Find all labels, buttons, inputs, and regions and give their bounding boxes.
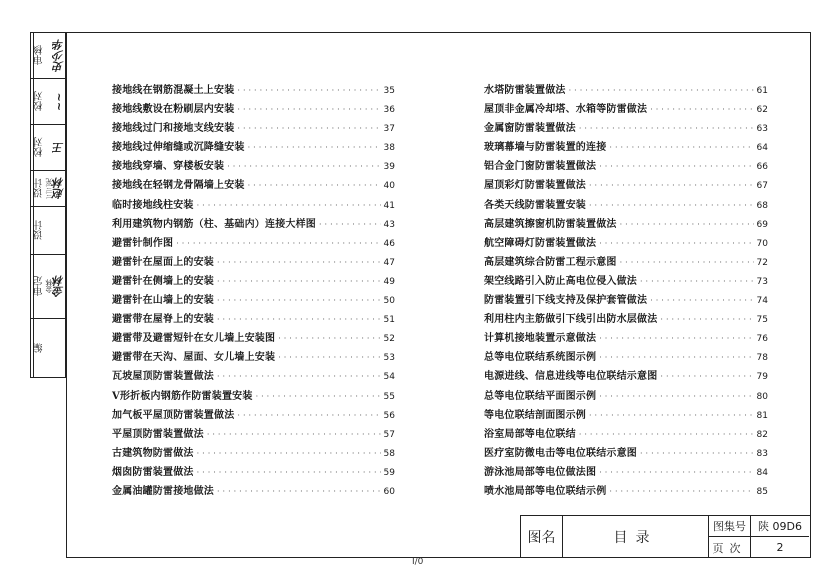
toc-leader-dots <box>217 253 381 272</box>
toc-entry <box>484 119 768 138</box>
toc-entry-title: 铝合金门窗防雷装置做法 <box>484 161 597 173</box>
toc-entry-page: 40 <box>383 181 395 192</box>
title-block-atlas-number: 陕 09D6 <box>751 516 809 537</box>
toc-entry-page: 74 <box>756 296 768 307</box>
toc-entry <box>484 100 768 119</box>
toc-entry <box>112 406 395 425</box>
toc-entry-page: 85 <box>756 486 768 497</box>
toc-entry <box>484 425 768 444</box>
toc-leader-dots <box>237 100 380 119</box>
toc-leader-dots <box>217 291 381 310</box>
toc-entry <box>484 329 768 348</box>
toc-leader-dots <box>620 253 754 272</box>
toc-entry <box>112 100 395 119</box>
toc-leader-dots <box>197 444 381 463</box>
toc-entry <box>112 138 395 157</box>
toc-leader-dots <box>278 348 380 367</box>
toc-entry <box>112 329 395 348</box>
toc-entry-page: 35 <box>383 86 395 96</box>
toc-entry-page: 49 <box>383 276 395 287</box>
toc-leader-dots <box>579 425 754 444</box>
toc-entry-page: 79 <box>756 372 768 383</box>
toc-leader-dots <box>197 463 381 482</box>
title-block-atlas-label: 图集号 <box>709 516 751 537</box>
toc-entry-title: 瓦坡屋顶防雷装置做法 <box>112 371 214 383</box>
signature-cell <box>31 125 65 171</box>
toc-entry <box>484 253 768 272</box>
toc-entry-page: 62 <box>756 105 768 116</box>
toc-entry-page: 47 <box>383 257 395 268</box>
toc-entry-title: 防雷装置引下线支持及保护套管做法 <box>484 295 648 307</box>
toc-entry-page: 73 <box>756 276 768 287</box>
toc-entry <box>112 444 395 463</box>
toc-entry-page: 63 <box>756 124 768 135</box>
toc-entry-page: 76 <box>756 334 768 345</box>
toc-leader-dots <box>237 119 380 138</box>
toc-entry-title: 浴室局部等电位联结 <box>484 428 576 440</box>
handwritten-signature: ~~ <box>52 92 66 111</box>
toc-leader-dots <box>237 81 380 100</box>
signature-printed-name <box>45 207 53 254</box>
toc-entry-page: 57 <box>383 429 395 440</box>
toc-entry-title: 接地线在钢筋混凝土上安装 <box>112 85 235 96</box>
toc-entry-page: 58 <box>383 448 395 459</box>
toc-leader-dots <box>599 387 753 406</box>
toc-leader-dots <box>599 234 753 253</box>
toc-entry <box>484 215 768 234</box>
toc-entry-page: 53 <box>383 353 395 364</box>
signature-cell <box>31 319 65 377</box>
toc-leader-dots <box>609 138 753 157</box>
signature-role-label: 审核 <box>33 33 45 78</box>
title-block <box>520 515 810 558</box>
toc-entry-title: 避雷针在山墙上的安装 <box>112 295 214 307</box>
toc-entry <box>112 348 395 367</box>
toc-entry-title: 计算机接地装置示意做法 <box>484 333 597 345</box>
toc-entry-title: 接地线过伸缩缝或沉降缝安装 <box>112 142 245 154</box>
title-block-page-label: 页次 <box>709 537 751 558</box>
toc-entry-page: 52 <box>383 334 395 345</box>
toc-entry-page: 56 <box>383 410 395 421</box>
toc-entry-page: 61 <box>756 86 768 96</box>
toc-entry-title: 游泳池局部等电位做法图 <box>484 466 597 478</box>
toc-entry-page: 66 <box>756 162 768 173</box>
toc-entry-title: 加气板平屋顶防雷装置做法 <box>112 409 235 421</box>
toc-entry-title: 金属油罐防雷接地做法 <box>112 485 214 497</box>
toc-entry <box>112 119 395 138</box>
signature-printed-name: 三三光 <box>45 178 53 199</box>
toc-leader-dots <box>599 157 753 176</box>
toc-entry-page: 83 <box>756 448 768 459</box>
toc-entry <box>112 176 395 195</box>
toc-leader-dots <box>599 348 753 367</box>
toc-leader-dots <box>650 100 753 119</box>
toc-entry <box>484 387 768 406</box>
toc-entry-page: 64 <box>756 143 768 154</box>
toc-entry <box>484 310 768 329</box>
toc-entry <box>484 482 768 501</box>
toc-leader-dots <box>237 406 380 425</box>
toc-leader-dots <box>609 482 753 501</box>
toc-entry-title: 利用建筑物内钢筋（柱、基础内）连接大样图 <box>112 218 316 230</box>
toc-entry-title: 避雷针在侧墙上的安装 <box>112 275 214 287</box>
toc-entry-title: 避雷带在屋脊上的安装 <box>112 314 214 326</box>
toc-entry-title: 电源进线、信息进线等电位联结示意图 <box>484 371 658 383</box>
toc-entry-title: 接地线穿墙、穿楼板安装 <box>112 161 225 173</box>
toc-leader-dots <box>217 272 381 291</box>
toc-entry <box>484 138 768 157</box>
toc-entry-page: 46 <box>383 238 395 249</box>
toc-entry-title: 航空障碍灯防雷装置做法 <box>484 237 597 249</box>
toc-entry-title: 避雷带及避雷短针在女儿墙上安装图 <box>112 333 276 345</box>
signature-role-label: 编 <box>33 319 45 377</box>
toc-leader-dots <box>589 176 754 195</box>
toc-entry-title: 屋顶彩灯防雷装置做法 <box>484 180 586 192</box>
toc-right-column <box>484 81 768 501</box>
toc-entry <box>484 367 768 386</box>
toc-entry <box>484 157 768 176</box>
signature-printed-name <box>45 319 53 377</box>
toc-leader-dots <box>217 482 381 501</box>
toc-entry-title: 烟囱防雷装置做法 <box>112 466 194 478</box>
signature-role-label: 校对 <box>33 79 45 124</box>
toc-entry-title: 总等电位联结平面图示例 <box>484 390 597 402</box>
handwritten-signature: 史少华 <box>52 39 65 72</box>
signature-cell <box>31 79 65 125</box>
handwritten-signature <box>53 319 65 377</box>
handwritten-signature: 王 <box>52 142 65 153</box>
signature-role-label: 校对 <box>33 125 45 170</box>
toc-entry-page: 39 <box>383 162 395 173</box>
toc-entry-title: 医疗室防微电击等电位联结示意图 <box>484 447 637 459</box>
toc-entry-page: 54 <box>383 372 395 383</box>
toc-entry-title: 高层建筑综合防雷工程示意图 <box>484 256 617 268</box>
toc-entry-page: 43 <box>383 219 395 230</box>
toc-entry <box>112 196 395 215</box>
toc-entry-title: 架空线路引入防止高电位侵入做法 <box>484 275 637 287</box>
toc-leader-dots <box>660 367 753 386</box>
toc-leader-dots <box>248 138 381 157</box>
toc-entry <box>112 81 395 100</box>
toc-entry-title: 总等电位联结系统图示例 <box>484 352 597 364</box>
toc-entry-page: 69 <box>756 219 768 230</box>
toc-entry <box>484 348 768 367</box>
signature-printed-name: 金林 <box>45 279 53 294</box>
toc-leader-dots <box>589 196 754 215</box>
toc-entry-title: 避雷针制作图 <box>112 237 174 249</box>
handwritten-signature: 赵林 <box>52 177 65 200</box>
toc-leader-dots <box>569 81 754 100</box>
toc-entry <box>112 291 395 310</box>
toc-entry-title: 避雷针在屋面上的安装 <box>112 256 214 268</box>
toc-leader-dots <box>197 196 381 215</box>
toc-entry <box>112 215 395 234</box>
title-block-page-number: 2 <box>776 541 784 554</box>
toc-leader-dots <box>207 425 381 444</box>
toc-entry-title: 利用柱内主筋做引下线引出防水层做法 <box>484 314 658 326</box>
toc-entry <box>112 387 395 406</box>
toc-entry-page: 81 <box>756 410 768 421</box>
toc-entry-title: 金属窗防雷装置做法 <box>484 123 576 135</box>
toc-leader-dots <box>599 329 753 348</box>
signature-role-label: 审定 <box>33 255 45 318</box>
toc-entry <box>484 176 768 195</box>
signature-cell <box>31 207 65 255</box>
toc-entry <box>112 425 395 444</box>
toc-entry-page: 75 <box>756 315 768 326</box>
toc-entry-page: 59 <box>383 467 395 478</box>
page-footer: I/0 <box>412 557 424 567</box>
toc-entry-page: 36 <box>383 105 395 116</box>
toc-leader-dots <box>650 291 753 310</box>
toc-entry-title: 临时接地线柱安装 <box>112 199 194 211</box>
signature-strip <box>30 32 66 378</box>
toc-entry <box>112 482 395 501</box>
signature-role-label: 设计 <box>33 207 45 254</box>
toc-leader-dots <box>256 387 381 406</box>
toc-entry-title: 古建筑物防雷做法 <box>112 447 194 459</box>
toc-leader-dots <box>599 463 753 482</box>
toc-entry-title: 接地线过门和接地支线安装 <box>112 123 235 135</box>
toc-leader-dots <box>248 176 381 195</box>
toc-entry-page: 72 <box>756 257 768 268</box>
toc-entry-title: 各类天线防雷装置安装 <box>484 199 586 211</box>
toc-entry-title: 屋顶非金属冷却塔、水箱等防雷做法 <box>484 104 648 116</box>
toc-entry-page: 60 <box>383 486 395 497</box>
toc-entry-title: 接地线敷设在粉刷层内安装 <box>112 104 235 116</box>
toc-entry <box>484 81 768 100</box>
toc-entry <box>484 406 768 425</box>
toc-entry-page: 41 <box>383 200 395 211</box>
toc-entry-title: 平屋顶防雷装置做法 <box>112 428 204 440</box>
toc-entry <box>112 463 395 482</box>
toc-entry-page: 38 <box>383 143 395 154</box>
toc-entry-page: 70 <box>756 238 768 249</box>
toc-entry-page: 50 <box>383 296 395 307</box>
toc-entry-title: V形折板内钢筋作防雷装置安装 <box>112 390 253 402</box>
toc-entry-page: 68 <box>756 200 768 211</box>
signature-cell <box>31 255 65 319</box>
toc-entry <box>112 310 395 329</box>
toc-entry-title: 接地线在轻钢龙骨隔墙上安装 <box>112 180 245 192</box>
toc-entry <box>112 157 395 176</box>
toc-entry-title: 等电位联结剖面图示例 <box>484 409 586 421</box>
toc-entry <box>484 291 768 310</box>
toc-entry-title: 玻璃幕墙与防雷装置的连接 <box>484 142 607 154</box>
toc-entry-title: 避雷带在天沟、屋面、女儿墙上安装 <box>112 352 276 364</box>
title-block-name-label: 图名 <box>521 516 563 558</box>
handwritten-signature <box>53 207 65 254</box>
toc-entry-title: 高层建筑擦窗机防雷装置做法 <box>484 218 617 230</box>
toc-leader-dots <box>640 444 754 463</box>
handwritten-signature: 金林 <box>52 275 65 298</box>
toc-entry-page: 55 <box>383 391 395 402</box>
toc-entry <box>484 463 768 482</box>
toc-entry <box>112 367 395 386</box>
toc-leader-dots <box>620 215 754 234</box>
toc-entry <box>112 234 395 253</box>
toc-entry-title: 喷水池局部等电位联结示例 <box>484 485 607 497</box>
toc-entry <box>484 196 768 215</box>
toc-leader-dots <box>278 329 380 348</box>
signature-cell <box>31 171 65 207</box>
toc-leader-dots <box>227 157 380 176</box>
signature-role-label: 设计 <box>33 171 45 206</box>
toc-entry-page: 37 <box>383 124 395 135</box>
toc-entry-page: 82 <box>756 429 768 440</box>
toc-leader-dots <box>660 310 753 329</box>
title-block-drawing-name: 目录 <box>563 516 709 558</box>
toc-leader-dots <box>176 234 380 253</box>
toc-entry-page: 51 <box>383 315 395 326</box>
toc-entry-page: 80 <box>756 391 768 402</box>
toc-entry-page: 67 <box>756 181 768 192</box>
toc-entry-page: 78 <box>756 353 768 364</box>
toc-leader-dots <box>589 406 754 425</box>
toc-leader-dots <box>217 367 381 386</box>
toc-left-column <box>112 81 395 501</box>
toc-entry-title: 水塔防雷装置做法 <box>484 85 566 96</box>
toc-entry <box>112 272 395 291</box>
toc-leader-dots <box>640 272 754 291</box>
toc-entry <box>484 234 768 253</box>
toc-leader-dots <box>319 215 381 234</box>
toc-entry-page: 84 <box>756 467 768 478</box>
toc-entry <box>484 272 768 291</box>
toc-leader-dots <box>579 119 754 138</box>
toc-entry <box>484 444 768 463</box>
signature-cell <box>31 33 65 79</box>
toc-entry <box>112 253 395 272</box>
toc-leader-dots <box>217 310 381 329</box>
